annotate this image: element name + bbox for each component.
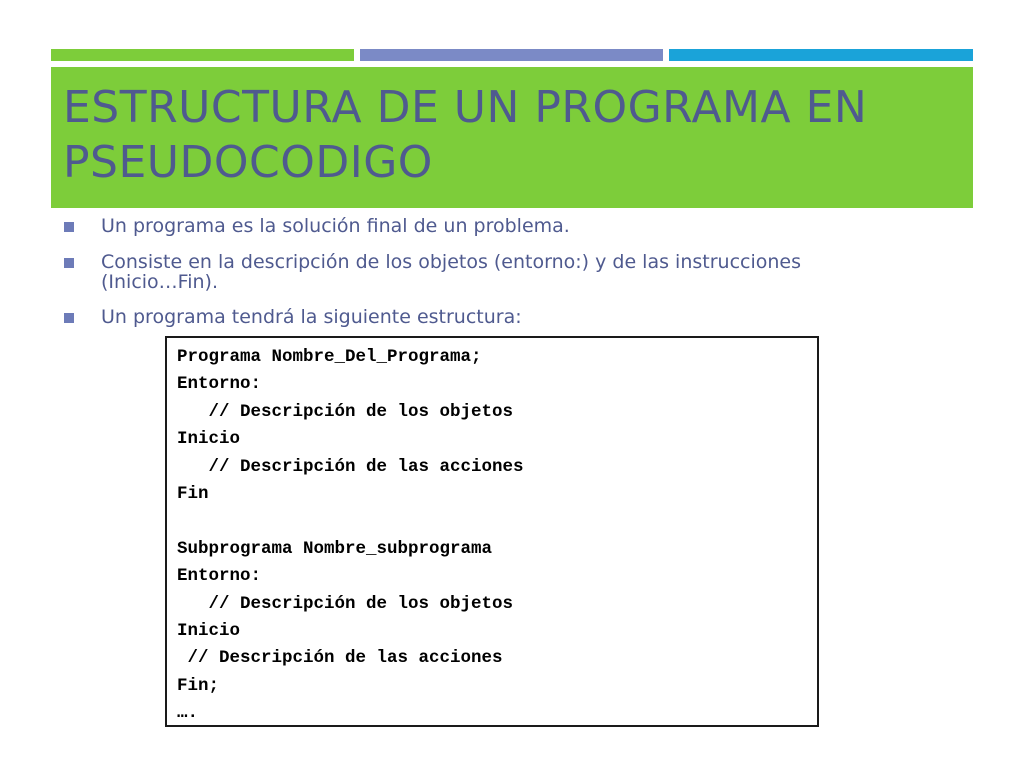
accent-bar-green bbox=[51, 49, 354, 61]
bullet-item bbox=[64, 252, 944, 292]
code-line: Subprograma Nombre_subprograma bbox=[177, 538, 493, 559]
square-bullet-icon bbox=[64, 222, 74, 232]
bullet-item bbox=[64, 216, 944, 236]
bullet-text: Un programa es la solución final de un problema. bbox=[101, 215, 570, 237]
code-line: Entorno: bbox=[177, 566, 262, 587]
code-line: Inicio bbox=[177, 429, 241, 450]
bullet-list bbox=[64, 210, 944, 327]
bullet-text-line-2: (Inicio…Fin). bbox=[101, 271, 219, 293]
accent-bar-slate bbox=[360, 49, 663, 61]
bullet-text: Un programa tendrá la siguiente estructura: bbox=[101, 306, 522, 328]
code-line: // Descripción de los objetos bbox=[177, 401, 514, 422]
code-block bbox=[165, 336, 819, 727]
bullet-item bbox=[64, 307, 944, 327]
code-line: Entorno: bbox=[177, 374, 262, 395]
code-line: // Descripción de las acciones bbox=[177, 456, 524, 477]
code-line: // Descripción de los objetos bbox=[177, 593, 514, 614]
bullet-text-line-1: Consiste en la descripción de los objetos (entorno:) y de las instrucciones bbox=[101, 251, 801, 273]
slide-title bbox=[63, 80, 961, 190]
title-banner bbox=[51, 67, 973, 208]
code-line: Fin; bbox=[177, 675, 220, 696]
code-line: Programa Nombre_Del_Programa; bbox=[177, 347, 482, 367]
slide-title-line-1: ESTRUCTURA DE UN PROGRAMA EN bbox=[63, 82, 868, 133]
code-line: // Descripción de las acciones bbox=[177, 648, 503, 669]
code-line: …. bbox=[177, 703, 199, 724]
square-bullet-icon bbox=[64, 313, 74, 323]
accent-bar-blue bbox=[669, 49, 973, 61]
square-bullet-icon bbox=[64, 258, 74, 268]
code-line: Fin bbox=[177, 483, 209, 504]
slide-title-line-2: PSEUDOCODIGO bbox=[63, 137, 433, 188]
code-line bbox=[177, 508, 817, 535]
code-line: Inicio bbox=[177, 620, 241, 641]
